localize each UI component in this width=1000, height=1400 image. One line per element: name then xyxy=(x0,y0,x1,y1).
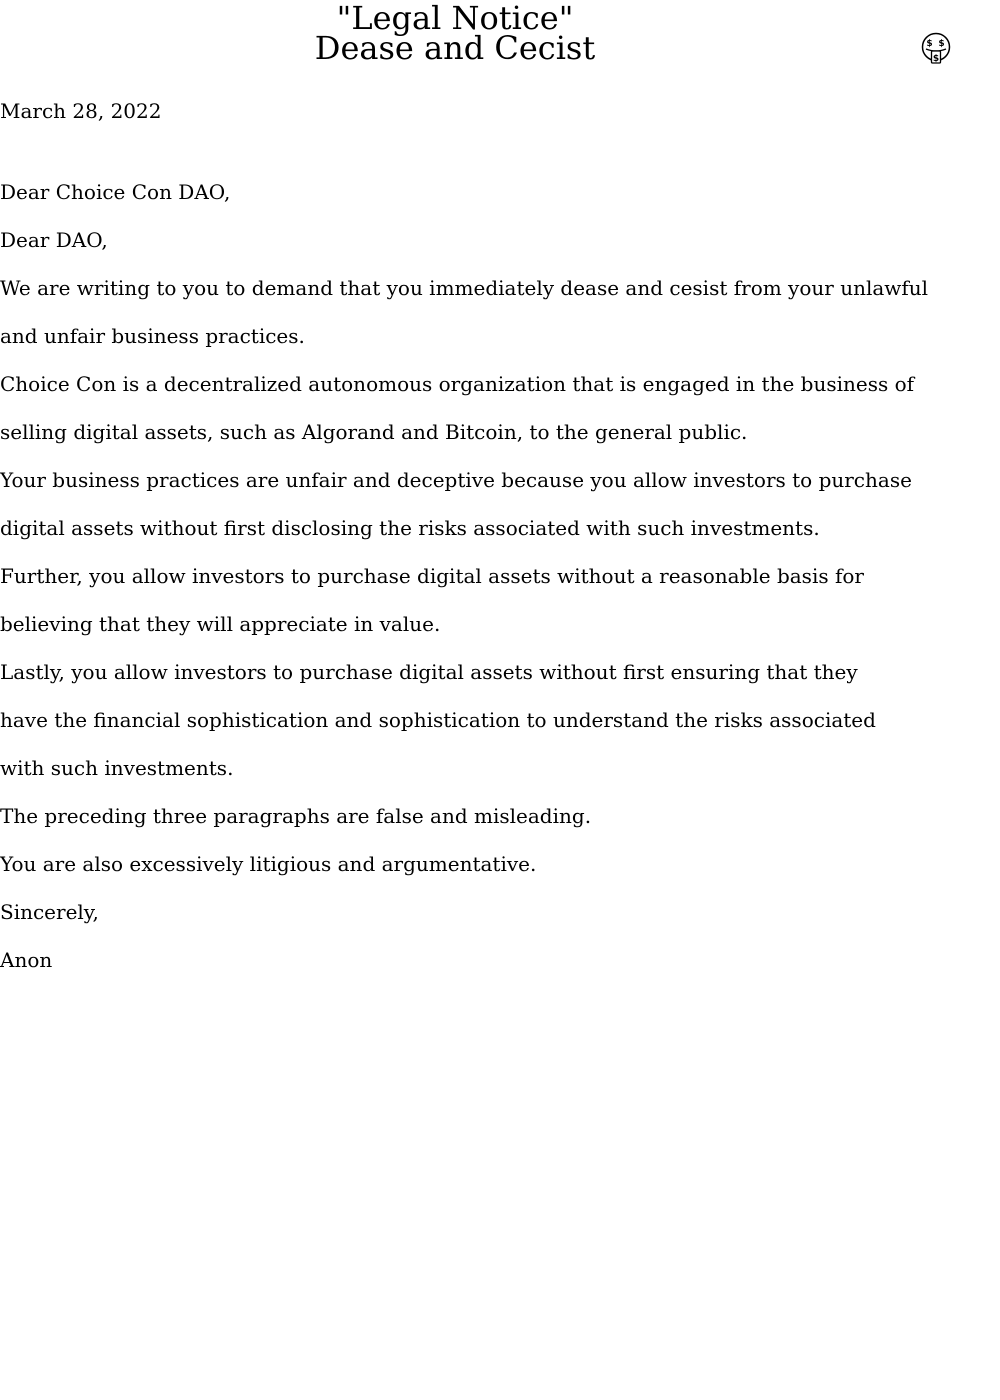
notice-title xyxy=(255,0,655,67)
paragraph-litigious xyxy=(0,840,990,888)
paragraph-line: The preceding three paragraphs are false and misleading. xyxy=(0,804,592,828)
paragraph-further xyxy=(0,552,990,648)
paragraph-demand xyxy=(0,264,990,360)
svg-text:$: $ xyxy=(932,54,940,64)
letter-body xyxy=(0,168,990,984)
letter-signature: Anon xyxy=(0,948,53,972)
title-line-1: "Legal Notice" xyxy=(336,0,574,37)
paragraph-line: Choice Con is a decentralized autonomous organization that is engaged in the business of xyxy=(0,372,915,396)
paragraph-line: digital assets without first disclosing the risks associated with such investments. xyxy=(0,516,820,540)
paragraph-description xyxy=(0,360,990,456)
title-line-2: Dease and Cecist xyxy=(314,29,596,67)
paragraph-lastly xyxy=(0,648,990,792)
salutation-primary: Dear Choice Con DAO, xyxy=(0,180,231,204)
paragraph-line: Your business practices are unfair and deceptive because you allow investors to purchase xyxy=(0,468,912,492)
paragraph-line: Further, you allow investors to purchase digital assets without a reasonable basis for xyxy=(0,564,864,588)
paragraph-line: and unfair business practices. xyxy=(0,324,305,348)
paragraph-line: selling digital assets, such as Algorand and Bitcoin, to the general public. xyxy=(0,420,748,444)
svg-text:$: $ xyxy=(926,39,933,49)
paragraph-line: Lastly, you allow investors to purchase digital assets without first ensuring that they xyxy=(0,660,858,684)
paragraph-line: have the financial sophistication and sophistication to understand the risks associated xyxy=(0,708,876,732)
letter-closing: Sincerely, xyxy=(0,900,99,924)
paragraph-deceptive xyxy=(0,456,990,552)
money-face-icon xyxy=(920,32,952,66)
paragraph-line: We are writing to you to demand that you immediately dease and cesist from your unlawful xyxy=(0,276,929,300)
svg-text:$: $ xyxy=(938,39,945,49)
paragraph-line: You are also excessively litigious and argumentative. xyxy=(0,852,537,876)
salutation-secondary: Dear DAO, xyxy=(0,228,108,252)
letter-date: March 28, 2022 xyxy=(0,99,162,123)
letter-header xyxy=(0,0,1000,80)
paragraph-disclaimer xyxy=(0,792,990,840)
paragraph-line: with such investments. xyxy=(0,756,234,780)
paragraph-line: believing that they will appreciate in value. xyxy=(0,612,441,636)
